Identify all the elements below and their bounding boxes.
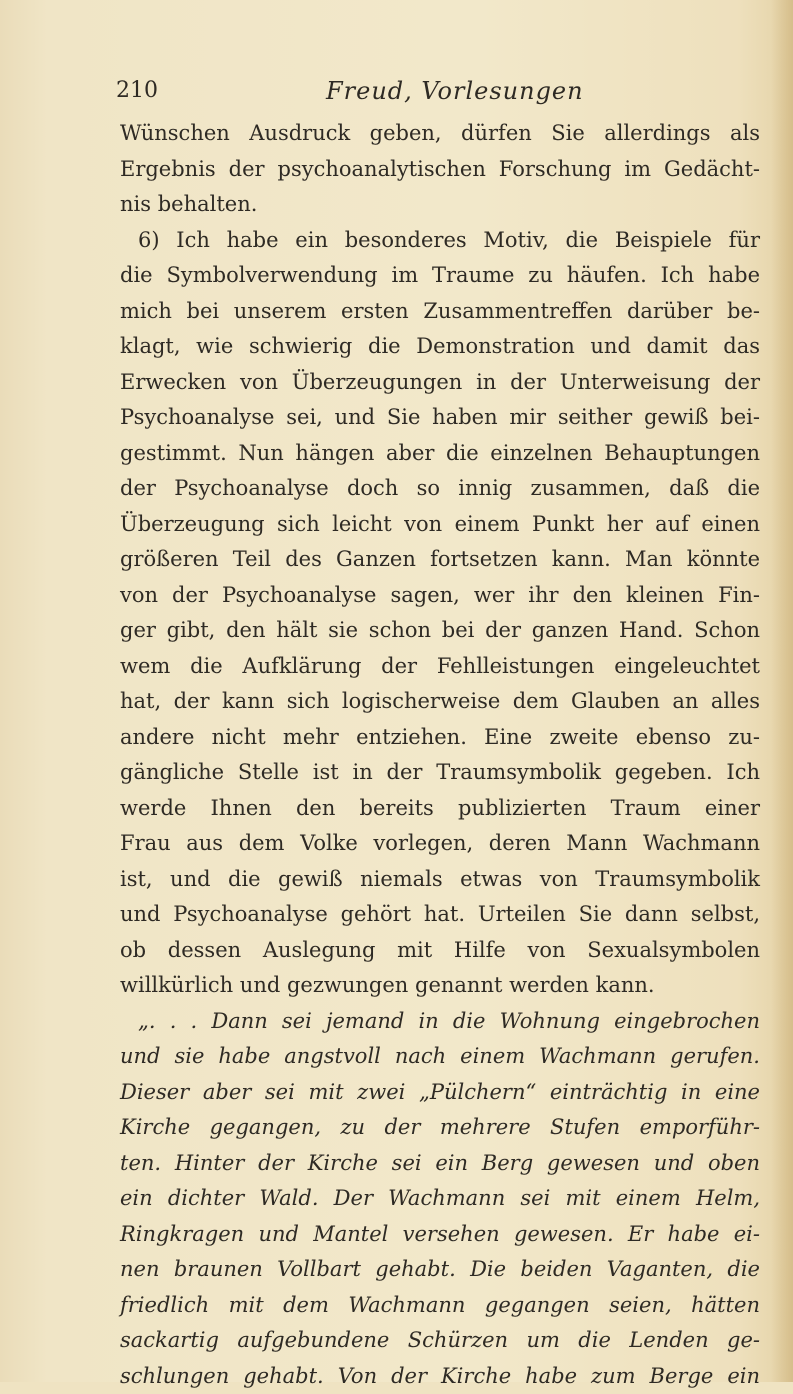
text-line: von der Psychoanalyse sagen, wer ihr den kleinen Fin- — [120, 578, 760, 614]
quoted-dream-line: Ringkragen und Mantel versehen gewesen. Er habe ei- — [120, 1217, 760, 1253]
page-edge-shadow — [771, 0, 793, 1382]
quoted-dream-line: schlungen gehabt. Von der Kirche habe zum Berge ein — [120, 1359, 760, 1394]
quoted-dream-line: ein dichter Wald. Der Wachmann sei mit einem Helm, — [120, 1181, 760, 1217]
text-line: werde Ihnen den bereits publizierten Traum einer — [120, 791, 760, 827]
text-line: der Psychoanalyse doch so innig zusammen, daß die — [120, 471, 760, 507]
text-line: Frau aus dem Volke vorlegen, deren Mann Wachmann — [120, 826, 760, 862]
quoted-dream-line: „. . . Dann sei jemand in die Wohnung eingebrochen — [120, 1004, 760, 1040]
text-line: wem die Aufklärung der Fehlleistungen eingeleuchtet — [120, 649, 760, 685]
text-line: andere nicht mehr entziehen. Eine zweite ebenso zu- — [120, 720, 760, 756]
text-line: ger gibt, den hält sie schon bei der ganzen Hand. Schon — [120, 613, 760, 649]
text-line: hat, der kann sich logischerweise dem Glauben an alles — [120, 684, 760, 720]
text-line: Wünschen Ausdruck geben, dürfen Sie allerdings als — [120, 116, 760, 152]
text-line: gängliche Stelle ist in der Traumsymbolik gegeben. Ich — [120, 755, 760, 791]
page-number: 210 — [116, 76, 158, 106]
text-line: Ergebnis der psychoanalytischen Forschung im Gedächt- — [120, 152, 760, 188]
text-line: ist, und die gewiß niemals etwas von Traumsymbolik — [120, 862, 760, 898]
running-title: Freud, Vorlesungen — [326, 76, 584, 106]
body-text — [120, 116, 760, 1394]
text-line: Psychoanalyse sei, und Sie haben mir seither gewiß bei- — [120, 400, 760, 436]
quoted-dream-line: und sie habe angstvoll nach einem Wachmann gerufen. — [120, 1039, 760, 1075]
text-line: größeren Teil des Ganzen fortsetzen kann. Man könnte — [120, 542, 760, 578]
quoted-dream-line: sackartig aufgebundene Schürzen um die Lenden ge- — [120, 1323, 760, 1359]
quoted-dream-line: Kirche gegangen, zu der mehrere Stufen emporführ- — [120, 1110, 760, 1146]
text-line: gestimmt. Nun hängen aber die einzelnen Behauptungen — [120, 436, 760, 472]
quoted-dream-line: Dieser aber sei mit zwei „Pülchern“ einträchtig in eine — [120, 1075, 760, 1111]
quoted-dream-line: nen braunen Vollbart gehabt. Die beiden Vaganten, die — [120, 1252, 760, 1288]
text-line: die Symbolverwendung im Traume zu häufen. Ich habe — [120, 258, 760, 294]
text-line: klagt, wie schwierig die Demonstration und damit das — [120, 329, 760, 365]
text-line: Erwecken von Überzeugungen in der Unterweisung der — [120, 365, 760, 401]
running-head — [116, 76, 576, 108]
text-line: 6) Ich habe ein besonderes Motiv, die Beispiele für — [120, 223, 760, 259]
text-line: Überzeugung sich leicht von einem Punkt her auf einen — [120, 507, 760, 543]
text-line: ob dessen Auslegung mit Hilfe von Sexualsymbolen — [120, 933, 760, 969]
text-line: und Psychoanalyse gehört hat. Urteilen Sie dann selbst, — [120, 897, 760, 933]
text-line: nis behalten. — [120, 187, 760, 223]
quoted-dream-line: ten. Hinter der Kirche sei ein Berg gewesen und oben — [120, 1146, 760, 1182]
quoted-dream-line: friedlich mit dem Wachmann gegangen seien, hätten — [120, 1288, 760, 1324]
text-line: mich bei unserem ersten Zusammentreffen darüber be- — [120, 294, 760, 330]
text-line: willkürlich und gezwungen genannt werden kann. — [120, 968, 760, 1004]
